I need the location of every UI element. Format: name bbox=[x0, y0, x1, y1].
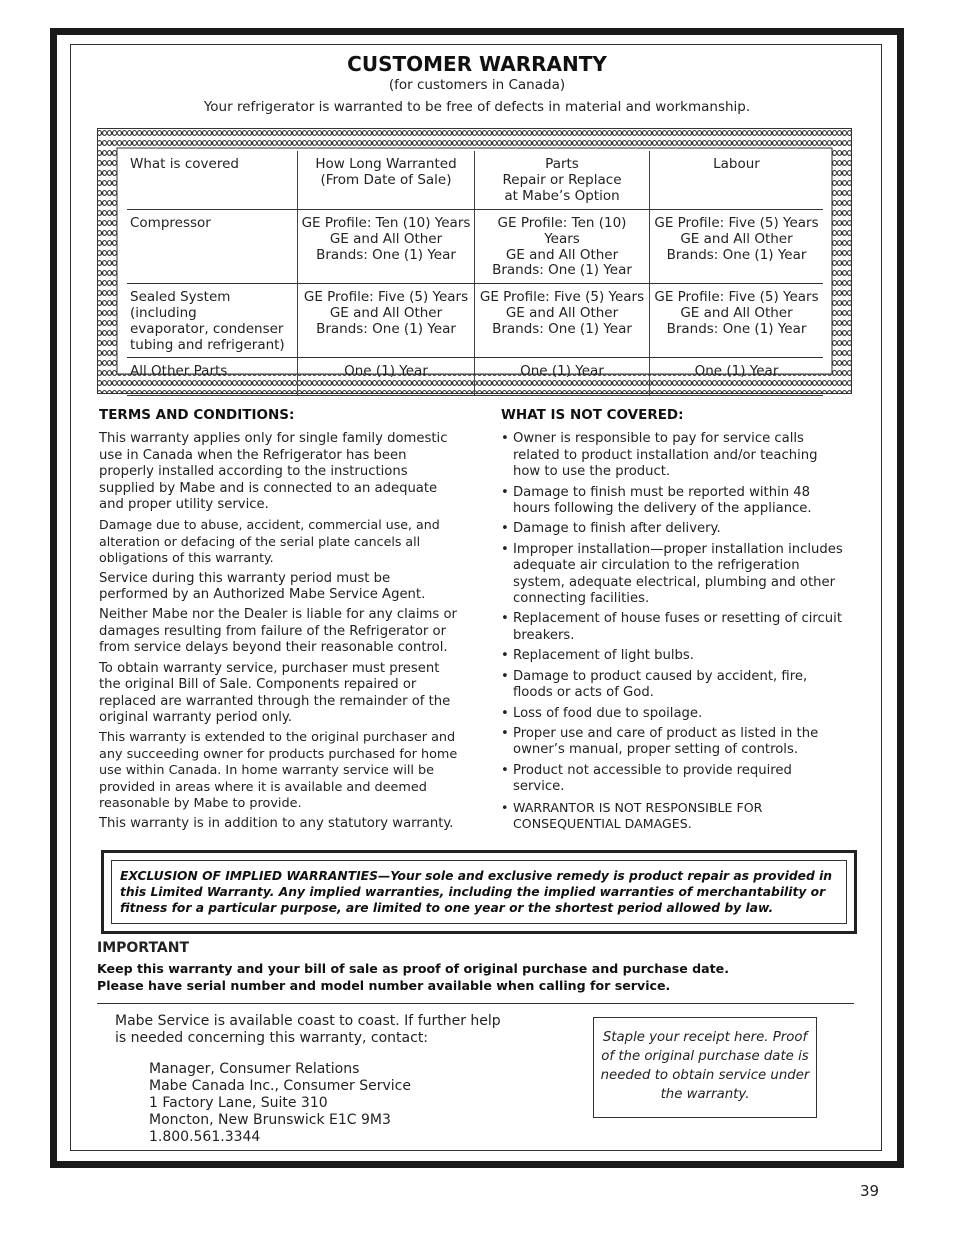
cell-parts: One (1) Year bbox=[475, 358, 650, 396]
page-subtitle: (for customers in Canada) bbox=[388, 77, 566, 93]
divider bbox=[97, 1003, 854, 1004]
terms-paragraph: Service during this warranty period must be performed by an Authorized Mabe Service Agent. bbox=[99, 570, 426, 603]
cell-how-long: One (1) Year bbox=[298, 358, 475, 396]
service-intro: Mabe Service is available coast to coast. If further help is needed concerning this warranty, contact: bbox=[115, 1013, 501, 1046]
list-item: • Damage to product caused by accident, fire, floods or acts of God. bbox=[501, 669, 846, 702]
important-line: Please have serial number and model number available when calling for service. bbox=[97, 977, 671, 993]
cell-how-long: GE Profile: Ten (10) Years GE and All Other Brands: One (1) Year bbox=[298, 210, 475, 284]
address-line: Manager, Consumer Relations bbox=[149, 1061, 360, 1077]
cell-parts: GE Profile: Ten (10) Years GE and All Other Brands: One (1) Year bbox=[475, 210, 650, 284]
terms-paragraph: To obtain warranty service, purchaser must present the original Bill of Sale. Components repaired or replaced are warranted through the remainder of the original warranty period only. bbox=[99, 660, 451, 725]
list-item: • Product not accessible to provide required service. bbox=[501, 763, 846, 796]
cell-item: All Other Parts bbox=[127, 358, 298, 396]
list-item: • WARRANTOR IS NOT RESPONSIBLE FOR CONSEQUENTIAL DAMAGES. bbox=[501, 800, 846, 833]
important-body bbox=[97, 961, 797, 994]
address-line: 1 Factory Lane, Suite 310 bbox=[149, 1095, 328, 1111]
important-heading: IMPORTANT bbox=[97, 940, 190, 956]
address-line: Moncton, New Brunswick E1C 9M3 bbox=[149, 1112, 391, 1128]
exclusion-box bbox=[101, 850, 857, 934]
not-covered-list bbox=[501, 431, 846, 832]
list-item: • Damage to finish after delivery. bbox=[501, 521, 846, 537]
header-how-long: How Long Warranted (From Date of Sale) bbox=[298, 151, 475, 210]
cell-parts: GE Profile: Five (5) Years GE and All Other Brands: One (1) Year bbox=[475, 284, 650, 358]
table-header-row bbox=[127, 151, 823, 210]
table-row bbox=[127, 210, 823, 284]
receipt-box bbox=[593, 1017, 817, 1118]
list-item: • Replacement of light bulbs. bbox=[501, 648, 846, 664]
contact-address bbox=[115, 1061, 515, 1146]
terms-paragraph: This warranty is extended to the original purchaser and any succeeding owner for products purchased for home use within Canada. In home warranty service will be provided in areas where it is available and deemed reasonable by Mabe to provide. bbox=[99, 730, 458, 811]
phone-number: 1.800.561.3344 bbox=[149, 1129, 261, 1145]
terms-paragraph: This warranty is in addition to any statutory warranty. bbox=[99, 816, 454, 832]
important-line: Keep this warranty and your bill of sale as proof of original purchase and purchase date. bbox=[97, 961, 729, 976]
service-contact bbox=[115, 1013, 515, 1146]
coverage-table bbox=[127, 151, 823, 396]
terms-paragraph: Neither Mabe nor the Dealer is liable for any claims or damages resulting from failure of the Refrigerator or from service delays beyond their reasonable control. bbox=[99, 607, 457, 656]
header-parts: Parts Repair or Replace at Mabe’s Option bbox=[475, 151, 650, 210]
list-item: • Improper installation—proper installation includes adequate air circulation to the refrigeration system, adequate electrical, plumbing and other connecting facilities. bbox=[501, 542, 846, 608]
list-item: • Proper use and care of product as listed in the owner’s manual, proper setting of controls. bbox=[501, 726, 846, 759]
table-row bbox=[127, 284, 823, 358]
list-item: • Damage to finish must be reported within 48 hours following the delivery of the appliance. bbox=[501, 485, 846, 518]
page-number: 39 bbox=[860, 1182, 880, 1200]
cell-labour: GE Profile: Five (5) Years GE and All Other Brands: One (1) Year bbox=[650, 284, 824, 358]
terms-paragraph: Damage due to abuse, accident, commercial use, and alteration or defacing of the serial plate cancels all obligations of this warranty. bbox=[99, 517, 440, 566]
cell-item: Sealed System (including evaporator, condenser tubing and refrigerant) bbox=[127, 284, 298, 358]
receipt-note: Staple your receipt here. Proof of the original purchase date is needed to obtain service under the warranty. bbox=[600, 1030, 810, 1102]
list-item: • Loss of food due to spoilage. bbox=[501, 706, 846, 722]
not-covered-heading: WHAT IS NOT COVERED: bbox=[501, 407, 684, 423]
cell-item: Compressor bbox=[127, 210, 298, 284]
cell-how-long: GE Profile: Five (5) Years GE and All Other Brands: One (1) Year bbox=[298, 284, 475, 358]
terms-section bbox=[99, 407, 459, 837]
exclusion-text: EXCLUSION OF IMPLIED WARRANTIES—Your sole and exclusive remedy is product repair as provided in this Limited Warranty. Any implied warranties, including the implied warranties of merchantability or fitness for a particular purpose, are limited to one year or the shortest period allowed by law. bbox=[111, 860, 847, 924]
not-covered-section bbox=[501, 407, 846, 836]
cell-labour: GE Profile: Five (5) Years GE and All Other Brands: One (1) Year bbox=[650, 210, 824, 284]
list-item: • Replacement of house fuses or resetting of circuit breakers. bbox=[501, 611, 846, 644]
address-line: Mabe Canada Inc., Consumer Service bbox=[149, 1078, 411, 1094]
header-labour: Labour bbox=[650, 151, 824, 210]
table-row bbox=[127, 358, 823, 396]
page-title: CUSTOMER WARRANTY bbox=[347, 52, 607, 76]
intro-text: Your refrigerator is warranted to be free of defects in material and workmanship. bbox=[203, 99, 751, 115]
terms-paragraph: This warranty applies only for single family domestic use in Canada when the Refrigerator has been properly installed according to the instructions supplied by Mabe and is connected to an adequate and proper utility service. bbox=[99, 431, 448, 513]
header-what-covered: What is covered bbox=[127, 151, 298, 210]
list-item: • Owner is responsible to pay for service calls related to product installation and/or teaching how to use the product. bbox=[501, 431, 846, 480]
cell-labour: One (1) Year bbox=[650, 358, 824, 396]
terms-heading: TERMS AND CONDITIONS: bbox=[99, 407, 295, 423]
